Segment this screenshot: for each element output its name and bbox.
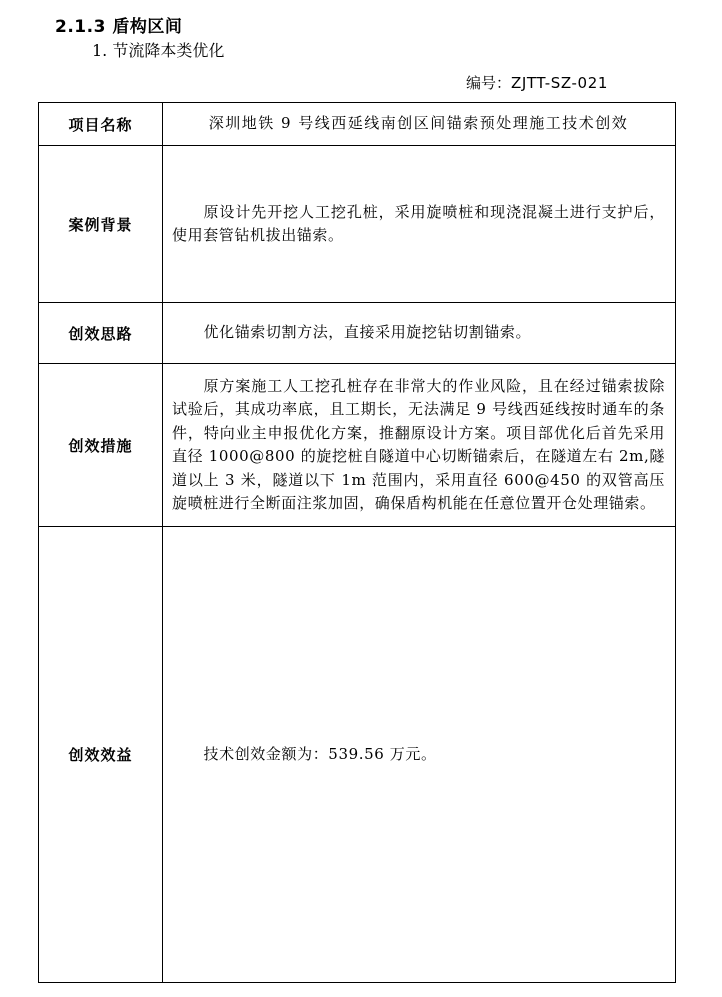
doc-number <box>466 72 608 93</box>
background-label: 案例背景 <box>39 146 163 303</box>
idea-cell <box>163 303 676 364</box>
section-title: 2.1.3 盾构区间 <box>55 17 183 37</box>
table-row-project-name <box>39 103 676 146</box>
doc-number-value: ZJTT-SZ-021 <box>511 74 608 92</box>
measures-text: 原方案施工人工挖孔桩存在非常大的作业风险，且在经过锚索拔除试验后，其成功率底，且工期长，无法满足 9 号线西延线按时通车的条件，特向业主申报优化方案，推翻原设计方案。项目部优化后首先采用直径 1000@800 的旋挖桩自隧道中心切断锚索后，在隧道左右 2m,隧道以上 3 米，隧道以下 1m 范围内，采用直径 600@450 的双管高压旋喷桩进行全断面注浆加固，确保盾构机能在任意位置开仓处理锚索。 <box>172 376 665 512</box>
background-text: 原设计先开挖人工挖孔桩，采用旋喷桩和现浇混凝土进行支护后，使用套管钻机拔出锚索。 <box>172 202 665 244</box>
idea-label: 创效思路 <box>39 303 163 364</box>
measures-label: 创效措施 <box>39 364 163 527</box>
benefit-text: 技术创效金额为：539.56 万元。 <box>203 744 437 763</box>
table-row-background <box>39 146 676 303</box>
table-row-idea <box>39 303 676 364</box>
background-cell <box>163 146 676 303</box>
table-row-measures <box>39 364 676 527</box>
subsection-title: 1. 节流降本类优化 <box>92 41 225 60</box>
case-table <box>38 102 676 983</box>
project-name-value: 深圳地铁 9 号线西延线南创区间锚索预处理施工技术创效 <box>163 103 676 146</box>
benefit-label: 创效效益 <box>39 527 163 983</box>
doc-number-label: 编号： <box>466 74 512 92</box>
table-row-benefit <box>39 527 676 983</box>
benefit-cell <box>163 527 676 983</box>
project-name-label: 项目名称 <box>39 103 163 146</box>
idea-text: 优化锚索切割方法，直接采用旋挖钻切割锚索。 <box>203 323 532 342</box>
measures-cell <box>163 364 676 527</box>
